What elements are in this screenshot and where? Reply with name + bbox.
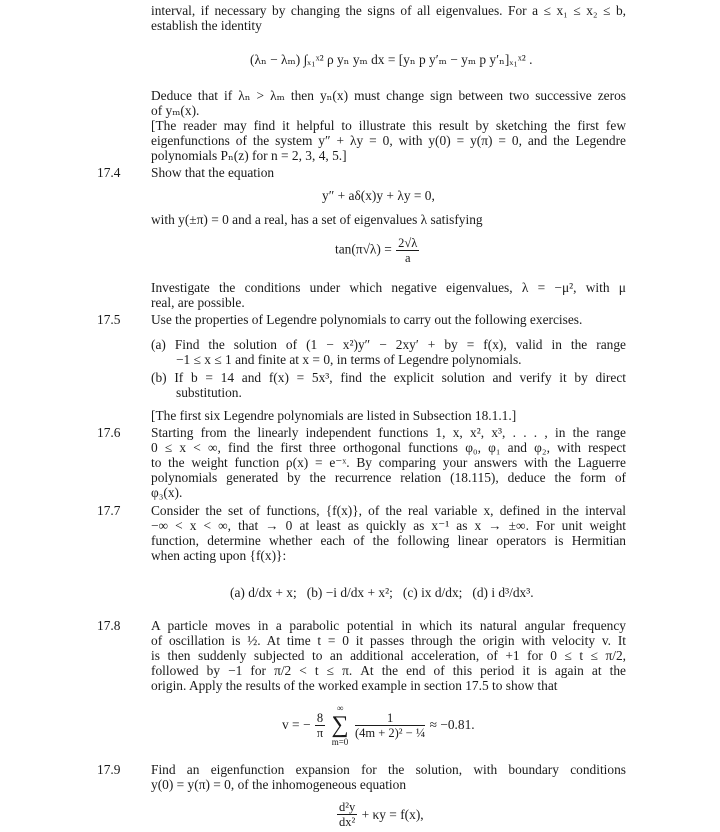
problem-number-17-5: 17.5 [97, 312, 121, 327]
p17-9-line-1: Find an eigenfunction expansion for the solution, with boundary conditions [151, 762, 626, 777]
operator-d: (d) i d³/dx³. [472, 585, 534, 600]
p17-8-line-4: followed by −1 for π/2 < t ≤ π. At the end of this period it is again at the [151, 663, 626, 678]
p17-9-derivative-den: dx² [339, 815, 356, 829]
p17-7-line-1: Consider the set of functions, {f(x)}, of the real variable x, defined in the interval [151, 503, 626, 518]
p17-5-part-a-2: −1 ≤ x ≤ 1 and finite at x = 0, in terms of Legendre polynomials. [176, 352, 522, 367]
p17-5-line-1: Use the properties of Legendre polynomials to carry out the following exercises. [151, 312, 583, 327]
series-lhs: v = − [282, 717, 311, 732]
p17-5-part-a-1: (a) Find the solution of (1 − x²)y″ − 2xy′ + by = f(x), valid in the range [151, 337, 626, 352]
p17-6-line-5: φ₃(x). [151, 485, 183, 500]
problem-number-17-6: 17.6 [97, 425, 121, 440]
p17-4-equation: y″ + aδ(x)y + λy = 0, [322, 188, 435, 203]
sum-lower-limit: m=0 [331, 736, 349, 747]
tan-fraction [396, 236, 419, 265]
p17-4-line-4: real, are possible. [151, 295, 245, 310]
tan-lhs: tan(π√λ) = [335, 241, 392, 257]
p17-6-line-1: Starting from the linearly independent functions 1, x, x², x³, . . . , in the range [151, 425, 626, 440]
problem-number-17-7: 17.7 [97, 503, 121, 518]
p17-4-line-2: with y(±π) = 0 and a real, has a set of eigenvalues λ satisfying [151, 212, 483, 227]
p17-8-line-1: A particle moves in a parabolic potential in which its natural angular frequency [151, 618, 626, 633]
tan-denominator: a [404, 251, 411, 265]
summation [331, 704, 348, 747]
p17-7-line-4: when acting upon {f(x)}: [151, 548, 287, 563]
p17-7-line-2: −∞ < x < ∞, that → 0 at least as quickly as x⁻¹ as x → ±∞. For unit weight [151, 518, 626, 533]
p17-7-operators [230, 585, 534, 600]
problem-number-17-9: 17.9 [97, 762, 121, 777]
p17-6-line-4: polynomials generated by the recurrence relation (18.115), deduce the form of [151, 470, 626, 485]
sigma-icon: ∑ [331, 711, 349, 738]
problem-number-17-8: 17.8 [97, 618, 121, 633]
p17-9-derivative-num: d²y [339, 800, 356, 814]
p17-8-line-3: is then suddenly subjected to an additional acceleration, of +1 for 0 ≤ t ≤ π/2, [151, 648, 626, 663]
hint-line-1: [The reader may find it helpful to illustrate this result by sketching the first few [151, 118, 626, 133]
p17-9-equation [336, 800, 424, 829]
p17-5-note: [The first six Legendre polynomials are listed in Subsection 18.1.1.] [151, 408, 517, 423]
series-term-den: (4m + 2)² − ¼ [354, 725, 426, 740]
p17-6-line-3: to the weight function ρ(x) = e⁻ˣ. By comparing your answers with the Laguerre [151, 455, 626, 470]
p17-4-line-3: Investigate the conditions under which negative eigenvalues, λ = −μ², with μ [151, 280, 626, 295]
deduce-line-1: Deduce that if λₙ > λₘ then yₙ(x) must change sign between two successive zeros [151, 88, 626, 103]
hint-line-3: polynomials Pₙ(z) for n = 2, 3, 4, 5.] [151, 148, 347, 163]
problem-number-17-4: 17.4 [97, 165, 121, 180]
p17-5-part-b-2: substitution. [176, 385, 242, 400]
p17-8-line-5: origin. Apply the results of the worked example in section 17.5 to show that [151, 678, 558, 693]
p17-8-line-2: of oscillation is ½. At time t = 0 it passes through the origin with velocity v. It [151, 633, 626, 648]
identity-equation: (λₙ − λₘ) ∫ₓ₁ˣ² ρ yₙ yₘ dx = [yₙ p y′ₘ − yₘ p y′ₙ]ₓ₁ˣ² . [250, 52, 533, 67]
p17-9-equation-rest: + κy = f(x), [361, 806, 424, 822]
deduce-line-2: of yₘ(x). [151, 103, 200, 118]
p17-6-line-2: 0 ≤ x < ∞, find the first three orthogonal functions φ₀, φ₁ and φ₂, with respect [151, 440, 626, 455]
series-term-num: 1 [355, 711, 425, 726]
operator-b: (b) −i d/dx + x²; [306, 585, 393, 600]
sum-upper-limit: ∞ [336, 702, 344, 713]
series-term [355, 711, 425, 740]
tan-numerator: 2√λ [398, 236, 418, 250]
p17-8-series-equation [282, 700, 475, 752]
series-coef-den: π [316, 725, 324, 740]
p17-9-line-2: y(0) = y(π) = 0, of the inhomogeneous equation [151, 777, 407, 792]
intro-line-2: establish the identity [151, 18, 262, 33]
operator-c: (c) ix d/dx; [402, 585, 463, 600]
hint-line-2: eigenfunctions of the system y″ + λy = 0, with y(0) = y(π) = 0, and the Legendre [151, 133, 626, 148]
series-coef-num: 8 [316, 710, 324, 725]
series-rhs: ≈ −0.81. [429, 717, 475, 733]
series-coefficient [315, 711, 325, 740]
p17-4-line-1: Show that the equation [151, 165, 275, 180]
p17-5-part-b-1: (b) If b = 14 and f(x) = 5x³, find the explicit solution and verify it by direct [151, 370, 626, 385]
p17-7-line-3: function, determine whether each of the following linear operators is Hermitian [151, 533, 626, 548]
intro-line-1: interval, if necessary by changing the signs of all eigenvalues. For a ≤ x₁ ≤ x₂ ≤ b, [151, 3, 626, 18]
p17-9-derivative [337, 800, 357, 829]
operator-a: (a) d/dx + x; [230, 585, 297, 600]
p17-4-tan-equation [335, 236, 420, 265]
